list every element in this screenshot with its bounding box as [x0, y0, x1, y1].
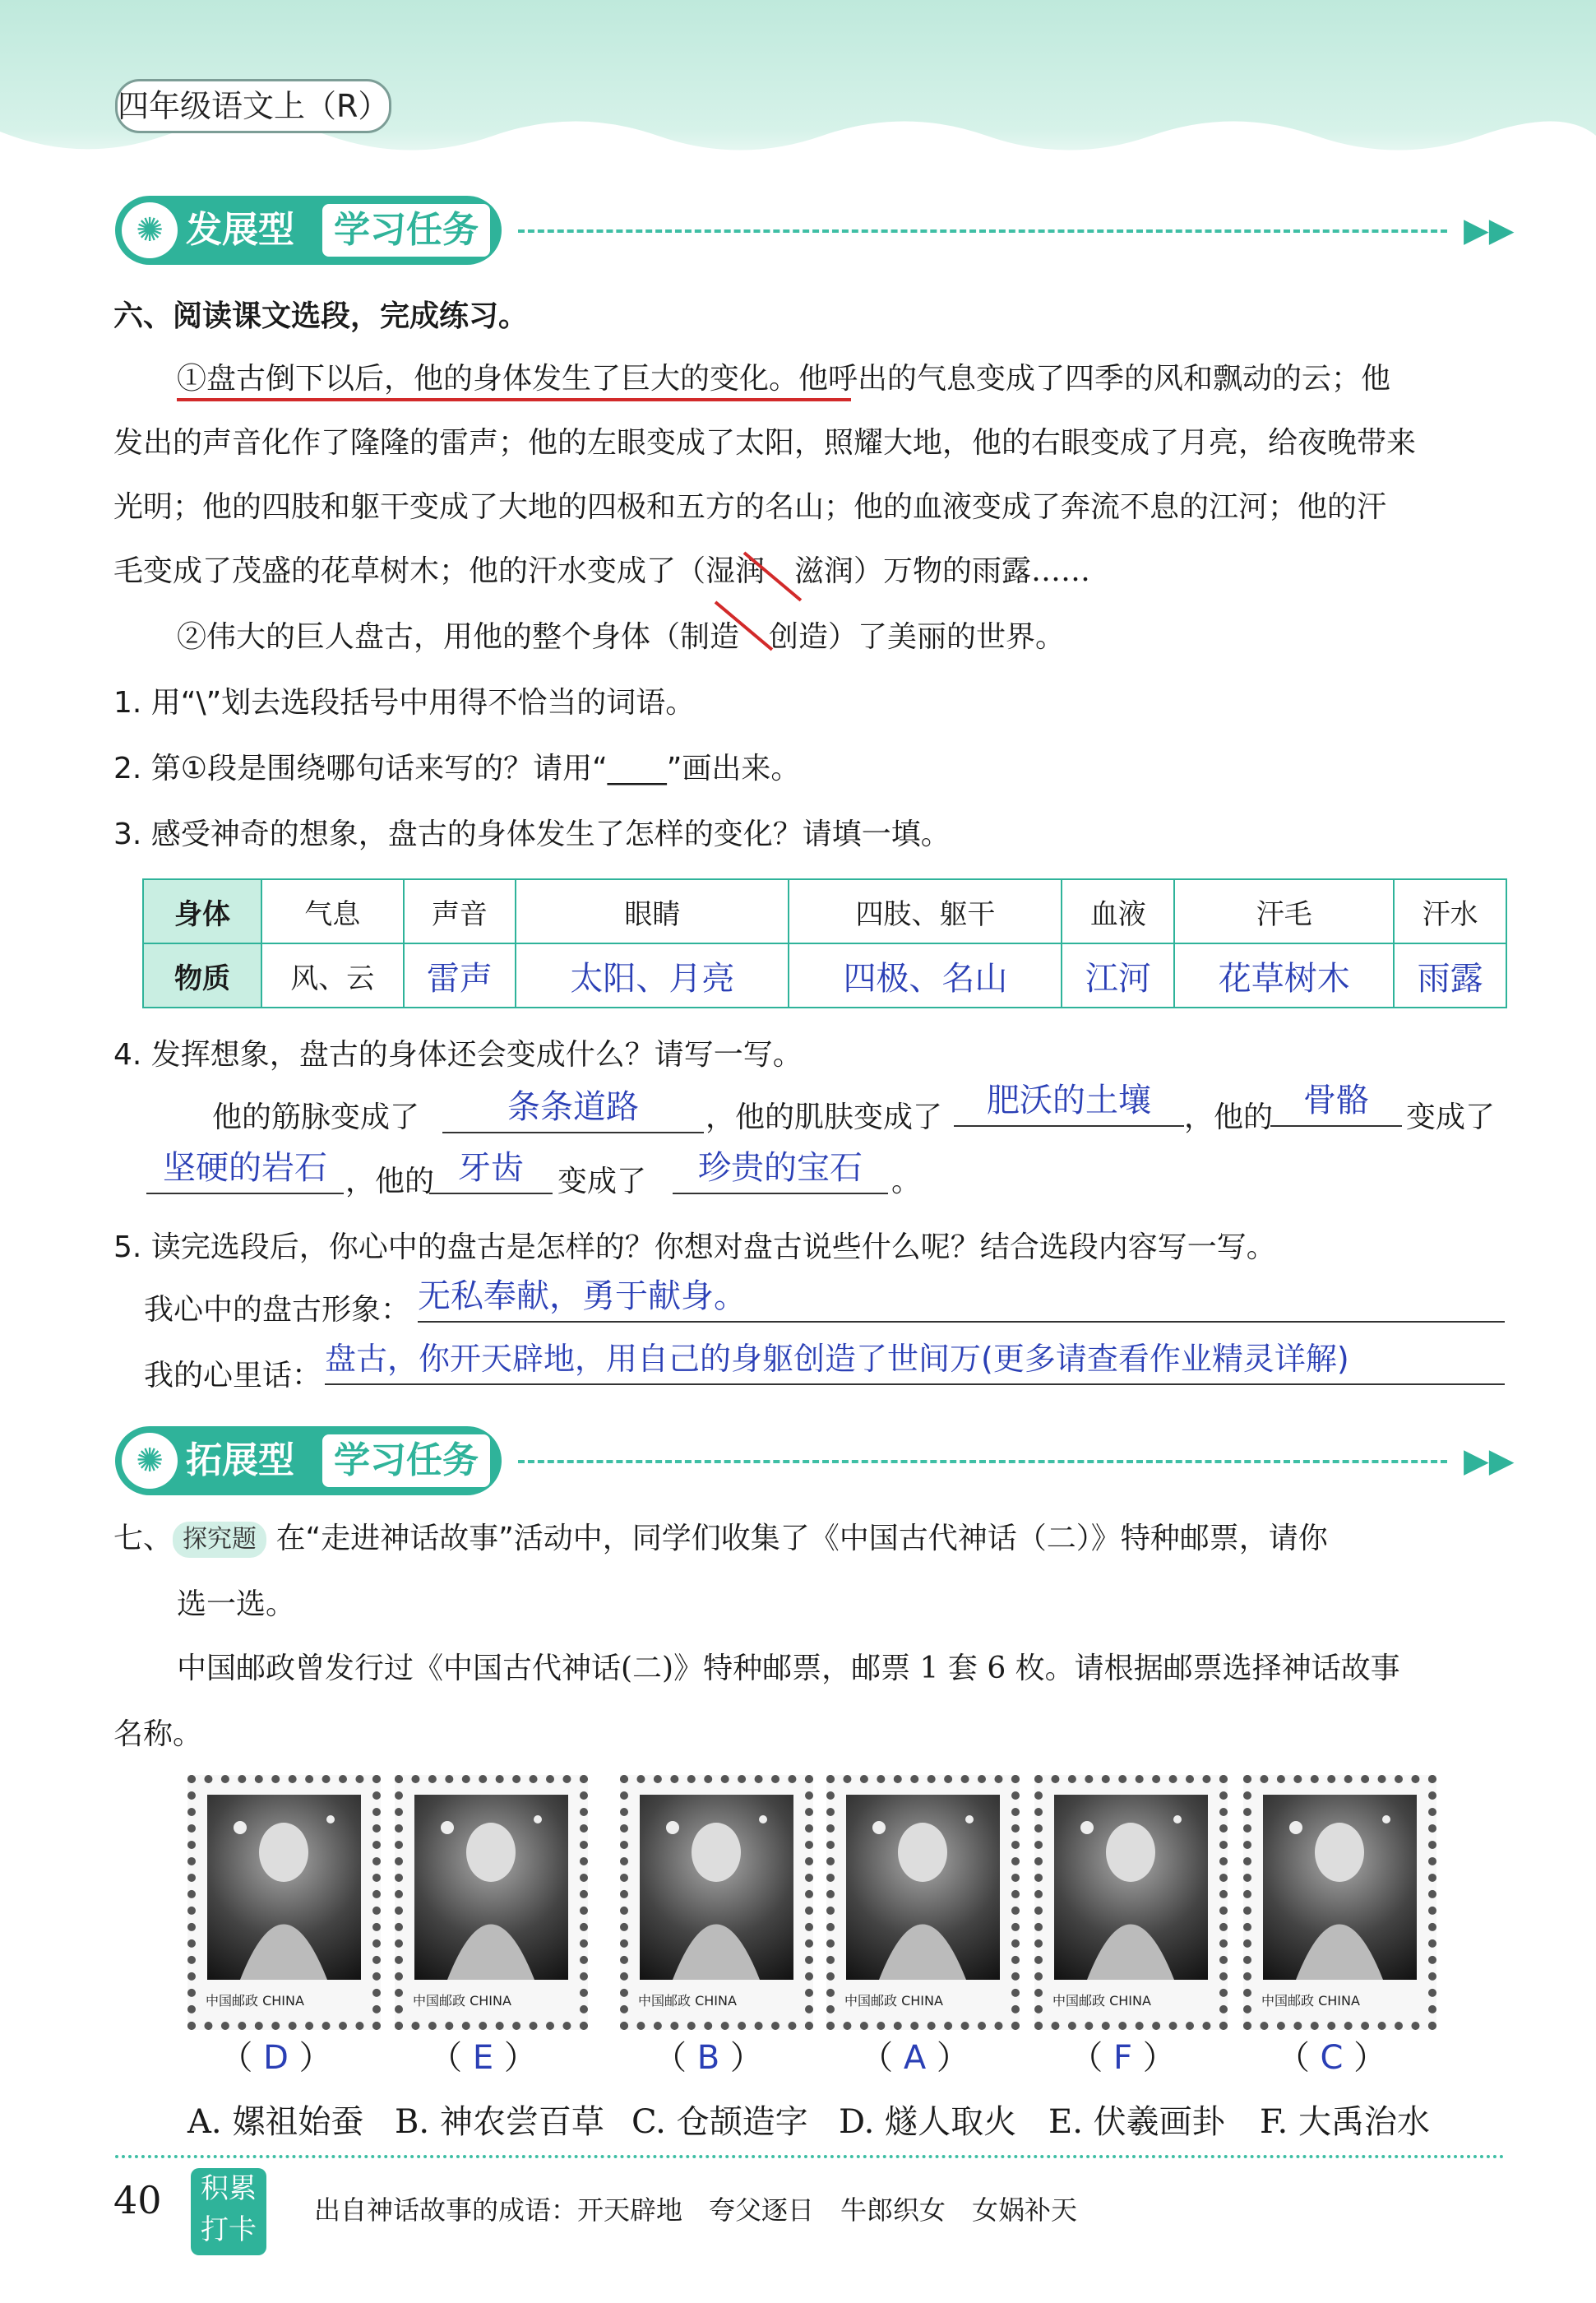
stamp-caption: 中国邮政 CHINA — [413, 1993, 511, 2009]
sub5-label-image: 我心中的盘古形象： — [144, 1293, 411, 1327]
stamp-image — [620, 1775, 813, 2030]
answer-letter: A — [903, 2039, 927, 2077]
option-a: A. 嫘祖始蚕 — [187, 2103, 364, 2141]
section-title-type: 发展型 — [186, 209, 294, 251]
answer-line-image[interactable]: 无私奉献，勇于献身。 — [418, 1275, 1505, 1323]
figure-illustration — [846, 1795, 1000, 1980]
badge-bottom-text: 打卡 — [201, 2213, 257, 2246]
table-row — [143, 943, 1506, 1008]
q7-paragraph-line-1: 中国邮政曾发行过《中国古代神话(二)》特种邮票，邮票 1 套 6 枚。请根据邮票选择神话故事 — [177, 1652, 1400, 1685]
stamp-artwork — [640, 1795, 793, 1980]
lightbulb-icon: ✺ — [122, 1433, 178, 1489]
figure-illustration — [640, 1795, 793, 1980]
stamp-image — [1243, 1775, 1436, 2030]
option-d: D. 燧人取火 — [839, 2103, 1017, 2141]
explore-tag: 探究题 — [173, 1522, 266, 1558]
sub4-text-c: ，他的 — [1184, 1101, 1274, 1134]
answer-blank[interactable]: 牙齿 — [429, 1147, 553, 1194]
table-answer-cell[interactable]: 花草树木 — [1174, 943, 1394, 1008]
passage-line-1: ①盘古倒下以后，他的身体发生了巨大的变化。他呼出的气息变成了四季的风和飘动的云；他 — [177, 362, 1391, 396]
stamp-caption: 中国邮政 CHINA — [206, 1993, 304, 2009]
double-arrow-icon: ▶▶ — [1464, 211, 1515, 249]
stamp-image — [826, 1775, 1020, 2030]
sub4-text-d: 变成了 — [1406, 1101, 1496, 1134]
table-cell: 眼睛 — [516, 879, 789, 943]
passage-paragraph-2: ②伟大的巨人盘古，用他的整个身体（制造 创造）了美丽的世界。 — [177, 620, 1066, 654]
answer-blank[interactable]: 肥沃的土壤 — [954, 1079, 1184, 1127]
option-b: B. 神农尝百草 — [395, 2103, 604, 2141]
table-answer-cell[interactable]: 太阳、月亮 — [516, 943, 789, 1008]
passage-line-2: 发出的声音化作了隆隆的雷声；他的左眼变成了太阳，照耀大地，他的右眼变成了月亮，给夜晚带来 — [113, 426, 1417, 460]
option-f: F. 大禹治水 — [1260, 2103, 1430, 2141]
section-header-extend — [115, 1426, 1513, 1495]
table-cell: 四肢、躯干 — [789, 879, 1062, 943]
stamp-image — [187, 1775, 381, 2030]
idiom-note: 出自神话故事的成语：开天辟地 夸父逐日 牛郎织女 女娲补天 — [314, 2194, 1078, 2226]
table-answer-cell[interactable]: 雨露 — [1394, 943, 1506, 1008]
page-number: 40 — [113, 2178, 162, 2222]
figure-illustration — [414, 1795, 568, 1980]
answer-line-heart[interactable]: 盘古，你开天辟地，用自己的身躯创造了世间万(更多请查看作业精灵详解) — [325, 1337, 1505, 1385]
table-head-matter: 物质 — [143, 943, 261, 1008]
stamp-image — [395, 1775, 588, 2030]
sub4-text-g: 。 — [891, 1165, 922, 1198]
sub-question-5: 5. 读完选段后，你心中的盘古是怎样的？你想对盘古说些什么呢？结合选段内容写一写。 — [113, 1230, 1276, 1264]
sub4-text-f: 变成了 — [557, 1165, 647, 1198]
table-cell: 声音 — [404, 879, 516, 943]
table-answer-cell[interactable]: 四极、名山 — [789, 943, 1062, 1008]
stamp-artwork — [1263, 1795, 1417, 1980]
passage-line-3: 光明；他的四肢和躯干变成了大地的四极和五方的名山；他的血液变成了奔流不息的江河；他的汗 — [113, 490, 1387, 524]
question-6-title: 六、阅读课文选段，完成练习。 — [113, 299, 529, 333]
stamp-answer[interactable]: （ A ） — [860, 2039, 969, 2077]
answer-blank[interactable]: 坚硬的岩石 — [146, 1147, 344, 1194]
table-cell: 汗毛 — [1174, 879, 1394, 943]
q7-paragraph-line-2: 名称。 — [113, 1717, 203, 1751]
grade-label: 四年级语文上（R） — [115, 79, 391, 133]
lightbulb-icon: ✺ — [122, 202, 178, 258]
double-arrow-icon: ▶▶ — [1464, 1442, 1515, 1480]
table-cell: 血液 — [1062, 879, 1174, 943]
stamp-answer[interactable]: （ E ） — [429, 2039, 537, 2077]
body-transform-table — [142, 878, 1507, 1008]
option-c: C. 仓颉造字 — [631, 2103, 808, 2141]
section-title-task: 学习任务 — [322, 1434, 490, 1487]
figure-illustration — [1263, 1795, 1417, 1980]
answer-blank[interactable]: 珍贵的宝石 — [673, 1147, 888, 1194]
stamp-artwork — [1054, 1795, 1208, 1980]
stamp-image — [1034, 1775, 1228, 2030]
question-7-line-1 — [113, 1515, 1328, 1558]
question-7-line-2: 选一选。 — [177, 1587, 296, 1621]
footer-divider — [115, 2155, 1505, 2158]
section-title-task: 学习任务 — [322, 204, 490, 257]
stamp-answer[interactable]: （ B ） — [654, 2039, 763, 2077]
stamp-caption: 中国邮政 CHINA — [1261, 1993, 1360, 2009]
table-cell: 风、云 — [261, 943, 404, 1008]
table-row — [143, 879, 1506, 943]
underline-topic-sentence — [177, 398, 851, 401]
answer-letter: E — [472, 2039, 494, 2077]
table-cell: 汗水 — [1394, 879, 1506, 943]
section-title-type: 拓展型 — [186, 1439, 294, 1481]
answer-blank[interactable]: 条条道路 — [442, 1086, 704, 1133]
stamp-caption: 中国邮政 CHINA — [844, 1993, 943, 2009]
answer-letter: F — [1113, 2039, 1132, 2077]
table-answer-cell[interactable]: 江河 — [1062, 943, 1174, 1008]
dotted-divider — [518, 1460, 1447, 1463]
table-answer-cell[interactable]: 雷声 — [404, 943, 516, 1008]
stamp-answer[interactable]: （ F ） — [1070, 2039, 1176, 2077]
question-7-number: 七、 — [113, 1522, 173, 1555]
sub-question-1: 1. 用“\”划去选段括号中用得不恰当的词语。 — [113, 686, 696, 720]
sub-question-2: 2. 第①段是围绕哪句话来写的？请用“____”画出来。 — [113, 752, 801, 785]
stamp-caption: 中国邮政 CHINA — [638, 1993, 737, 2009]
accumulate-badge — [191, 2168, 266, 2255]
answer-letter: D — [263, 2039, 289, 2077]
table-cell: 气息 — [261, 879, 404, 943]
sub-question-4: 4. 发挥想象，盘古的身体还会变成什么？请写一写。 — [113, 1038, 803, 1072]
stamp-answer[interactable]: （ C ） — [1276, 2039, 1387, 2077]
stamp-artwork — [207, 1795, 361, 1980]
passage-line-4: 毛变成了茂盛的花草树木；他的汗水变成了（湿润 滋润）万物的雨露…… — [113, 554, 1091, 588]
sub4-text-a: 他的筋脉变成了 — [212, 1101, 420, 1134]
sub4-text-e: ，他的 — [345, 1165, 435, 1198]
answer-blank[interactable]: 骨骼 — [1270, 1079, 1402, 1127]
sub-question-3: 3. 感受神奇的想象，盘古的身体发生了怎样的变化？请填一填。 — [113, 818, 951, 851]
option-e: E. 伏羲画卦 — [1048, 2103, 1225, 2141]
section-header-develop — [115, 196, 1513, 265]
stamp-caption: 中国邮政 CHINA — [1052, 1993, 1151, 2009]
sub4-text-b: ，他的肌肤变成了 — [705, 1101, 943, 1134]
dotted-divider — [518, 229, 1447, 233]
stamp-answer[interactable]: （ D ） — [220, 2039, 332, 2077]
badge-top-text: 积累 — [201, 2172, 257, 2205]
sub5-label-heart: 我的心里话： — [144, 1359, 322, 1392]
stamp-artwork — [414, 1795, 568, 1980]
question-7-text: 在“走进神话故事”活动中，同学们收集了《中国古代神话（二）》特种邮票，请你 — [275, 1522, 1328, 1555]
stamp-artwork — [846, 1795, 1000, 1980]
table-head-body: 身体 — [143, 879, 261, 943]
figure-illustration — [1054, 1795, 1208, 1980]
figure-illustration — [207, 1795, 361, 1980]
answer-letter: B — [696, 2039, 720, 2077]
answer-letter: C — [1320, 2039, 1344, 2077]
